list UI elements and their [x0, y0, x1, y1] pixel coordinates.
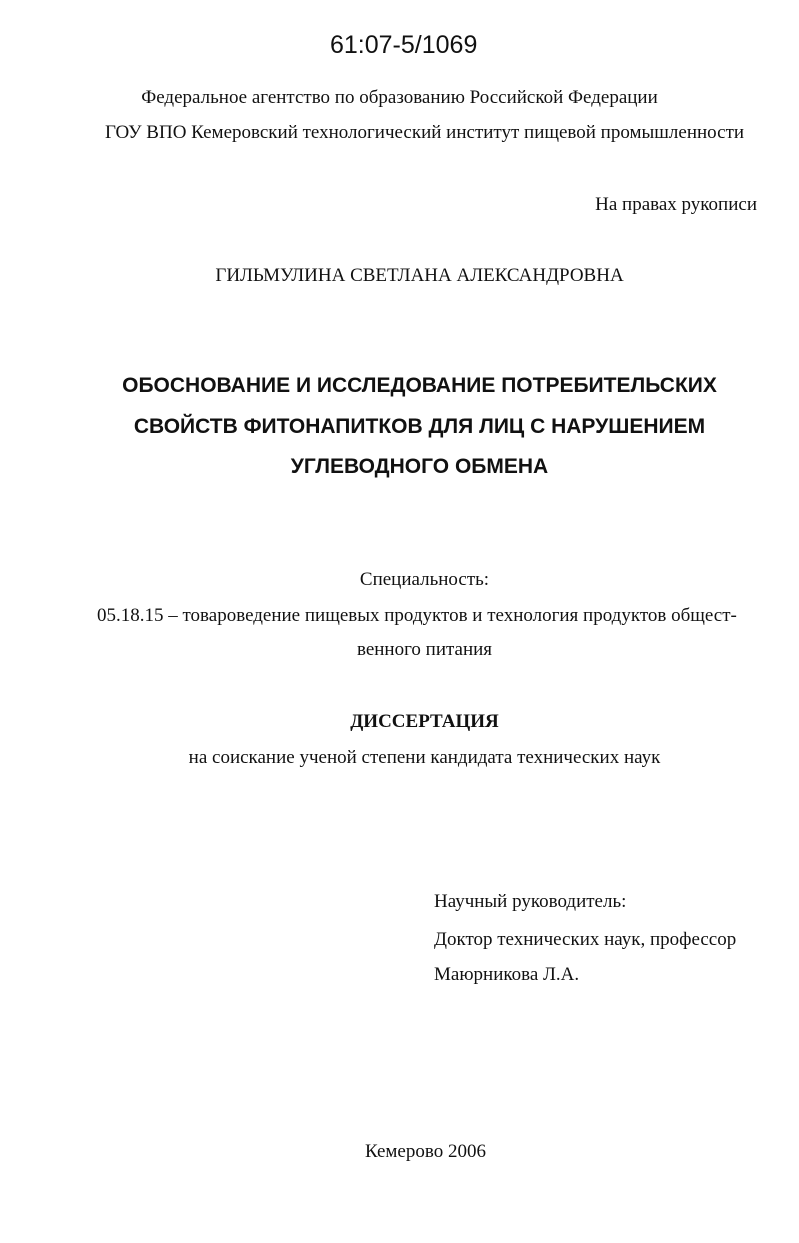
degree-line: на соискание ученой степени кандидата технических наук: [188, 747, 661, 768]
dissertation-title-line-2: СВОЙСТВ ФИТОНАПИТКОВ ДЛЯ ЛИЦ С НАРУШЕНИЕМ: [133, 415, 706, 438]
specialty-label: Специальность:: [359, 569, 490, 590]
dissertation-title-line-1: ОБОСНОВАНИЕ И ИССЛЕДОВАНИЕ ПОТРЕБИТЕЛЬСКИХ: [122, 374, 717, 397]
city-year: Кемерово 2006: [365, 1141, 486, 1162]
document-type: ДИССЕРТАЦИЯ: [350, 711, 499, 732]
author-name: ГИЛЬМУЛИНА СВЕТЛАНА АЛЕКСАНДРОВНА: [215, 265, 624, 286]
institution-name: ГОУ ВПО Кемеровский технологический институт пищевой промышленности: [104, 122, 745, 143]
specialty-line-2: венного питания: [356, 639, 493, 660]
advisor-label: Научный руководитель:: [434, 891, 627, 912]
advisor-title: Доктор технических наук, профессор: [434, 929, 737, 950]
archive-code: 61:07-5/1069: [330, 31, 478, 59]
agency-name: Федеральное агентство по образованию Российской Федерации: [141, 87, 658, 108]
advisor-name: Маюрникова Л.А.: [434, 964, 580, 985]
dissertation-title-line-3: УГЛЕВОДНОГО ОБМЕНА: [290, 455, 549, 478]
manuscript-note: На правах рукописи: [595, 194, 757, 215]
specialty-line-1: 05.18.15 – товароведение пищевых продуктов и технология продуктов общест-: [97, 605, 737, 626]
